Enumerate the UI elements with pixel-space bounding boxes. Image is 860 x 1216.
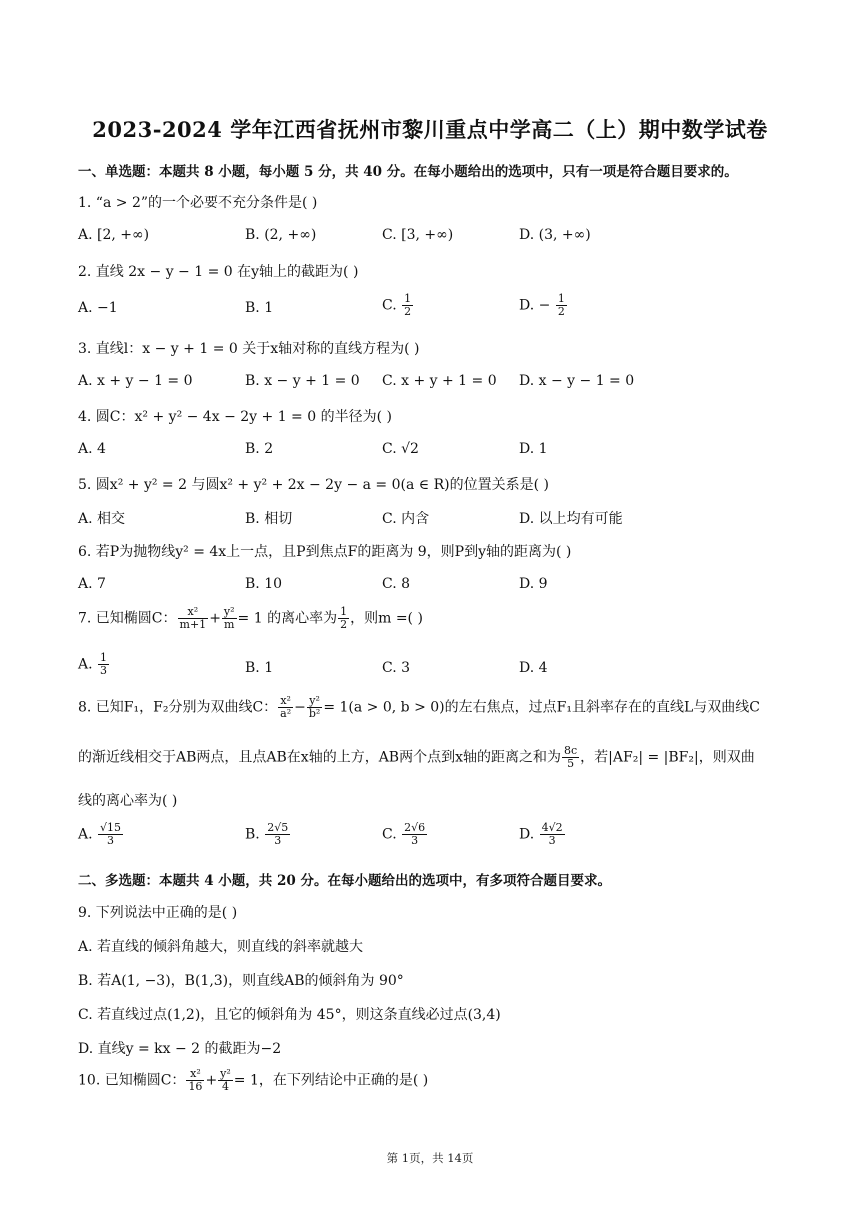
fraction-numerator: x² <box>186 1068 204 1081</box>
q8-option-d-fraction <box>540 822 565 847</box>
q7-stem-mid: = 1 的离心率为 <box>237 610 338 627</box>
q9-option-d: D. 直线y = kx − 2 的截距为−2 <box>78 1041 282 1057</box>
q7-option-a <box>78 652 110 677</box>
q7-option-d: D. 4 <box>519 660 548 676</box>
q8-fraction-x <box>278 695 293 720</box>
q8-option-a-label: A. <box>78 826 93 843</box>
q8-line2-tail: ，若|AF₂| = |BF₂|，则双曲 <box>580 749 755 766</box>
q2-option-c-label: C. <box>382 297 397 314</box>
q7-plus: + <box>209 610 221 627</box>
question-2-stem: 2. 直线 2x − y − 1 = 0 在y轴上的截距为( ) <box>78 264 359 280</box>
q3-option-c: C. x + y + 1 = 0 <box>382 373 497 389</box>
q10-fraction-y <box>218 1068 233 1093</box>
fraction-numerator: x² <box>278 695 293 708</box>
fraction-numerator: √15 <box>100 821 122 834</box>
q3-option-b: B. x − y + 1 = 0 <box>245 373 360 389</box>
q8-fraction-y <box>307 695 322 720</box>
fraction-numerator: y² <box>223 605 235 618</box>
fraction-denominator: 3 <box>100 664 108 677</box>
q8-line2-prefix: 的渐近线相交于AB两点，且点AB在x轴的上方，AB两个点到x轴的距离之和为 <box>78 749 561 766</box>
fraction-numerator: 1 <box>557 292 565 305</box>
q8-option-c-fraction <box>402 822 427 847</box>
q9-option-b: B. 若A(1, −3)，B(1,3)，则直线AB的倾斜角为 90° <box>78 973 404 989</box>
q8-line1-tail: = 1(a > 0, b > 0)的左右焦点，过点F₁且斜率存在的直线L与双曲线C <box>323 699 760 716</box>
q8-option-d <box>519 822 566 847</box>
question-3-stem: 3. 直线l：x − y + 1 = 0 关于x轴对称的直线方程为( ) <box>78 341 420 357</box>
q6-option-d: D. 9 <box>519 576 548 592</box>
q4-option-b: B. 2 <box>245 441 274 457</box>
q2-option-d-label: D. − <box>519 297 551 314</box>
q7-option-a-fraction <box>98 652 109 677</box>
question-9-stem: 9. 下列说法中正确的是( ) <box>78 905 238 921</box>
question-8-line-3: 线的离心率为( ) <box>78 793 178 809</box>
fraction-denominator: 4 <box>221 1080 229 1093</box>
question-8-line-1 <box>78 695 760 720</box>
fraction-denominator: 2 <box>340 618 348 631</box>
q8-fraction-distance <box>562 745 579 770</box>
fraction-numerator: 1 <box>340 605 348 618</box>
q7-option-c: C. 3 <box>382 660 411 676</box>
q2-option-d <box>519 293 568 318</box>
q3-option-d: D. x − y − 1 = 0 <box>519 373 635 389</box>
q6-option-c: C. 8 <box>382 576 411 592</box>
fraction-denominator: 16 <box>188 1080 203 1093</box>
fraction-numerator: 2√6 <box>404 821 426 834</box>
question-8-line-2 <box>78 745 755 770</box>
question-5-stem: 5. 圆x² + y² = 2 与圆x² + y² + 2x − 2y − a = 0(a ∈ R)的位置关系是( ) <box>78 477 549 493</box>
fraction-denominator: m <box>224 618 235 631</box>
q5-option-c: C. 内含 <box>382 511 430 527</box>
section-single-choice: 一、单选题：本题共 8 小题，每小题 5 分，共 40 分。在每小题给出的选项中，只有一项是符合题目要求的。 <box>78 164 738 180</box>
q7-stem-prefix: 7. 已知椭圆C： <box>78 610 177 627</box>
fraction-numerator: 8c <box>564 744 578 757</box>
q2-option-c-fraction <box>402 293 413 318</box>
fraction-denominator: 2 <box>557 305 565 318</box>
q8-line1-prefix: 8. 已知F₁，F₂分别为双曲线C： <box>78 699 278 716</box>
q6-option-b: B. 10 <box>245 576 283 592</box>
q2-option-c <box>382 293 414 318</box>
fraction-numerator: 2√5 <box>267 821 289 834</box>
q7-option-a-label: A. <box>78 656 93 673</box>
q3-option-a: A. x + y − 1 = 0 <box>78 373 193 389</box>
fraction-denominator: 3 <box>107 834 115 847</box>
q10-stem-prefix: 10. 已知椭圆C： <box>78 1072 186 1089</box>
page-footer: 第 1页，共 14页 <box>386 1151 474 1165</box>
q4-option-a: A. 4 <box>78 441 106 457</box>
q7-option-b: B. 1 <box>245 660 274 676</box>
q8-option-c <box>382 822 428 847</box>
q2-option-a: A. −1 <box>78 300 118 316</box>
fraction-numerator: 1 <box>100 651 108 664</box>
question-7-stem <box>78 606 423 631</box>
fraction-numerator: x² <box>178 606 209 619</box>
q8-minus: − <box>294 699 306 716</box>
q1-option-a: A. [2, +∞) <box>78 227 150 243</box>
fraction-numerator: y² <box>307 695 322 708</box>
fraction-denominator: b² <box>308 707 321 720</box>
q1-option-d: D. (3, +∞) <box>519 227 591 243</box>
q1-option-c: C. [3, +∞) <box>382 227 454 243</box>
q2-option-d-fraction <box>556 293 567 318</box>
q10-fraction-x <box>186 1068 204 1093</box>
q1-option-b: B. (2, +∞) <box>245 227 317 243</box>
q7-fraction-x <box>178 606 209 631</box>
question-6-stem: 6. 若P为抛物线y² = 4x上一点，且P到焦点F的距离为 9，则P到y轴的距离为( ) <box>78 544 572 560</box>
fraction-denominator: a² <box>280 707 292 720</box>
fraction-denominator: 2 <box>404 305 412 318</box>
q6-option-a: A. 7 <box>78 576 106 592</box>
page-title: 2023-2024 学年江西省抚州市黎川重点中学高二（上）期中数学试卷 <box>92 117 768 142</box>
q10-stem-tail: = 1，在下列结论中正确的是( ) <box>233 1072 429 1089</box>
q8-option-a-fraction <box>98 822 123 847</box>
q8-option-b-label: B. <box>245 826 260 843</box>
q2-option-b: B. 1 <box>245 300 274 316</box>
fraction-numerator: 4√2 <box>541 821 563 834</box>
q7-fraction-y <box>222 606 237 631</box>
q10-plus: + <box>205 1072 218 1089</box>
fraction-denominator: 3 <box>411 834 419 847</box>
q5-option-d: D. 以上均有可能 <box>519 511 623 527</box>
q8-option-b-fraction <box>265 822 290 847</box>
q7-fraction-e <box>338 606 349 631</box>
q4-option-d: D. 1 <box>519 441 548 457</box>
q8-option-b <box>245 822 291 847</box>
question-10-stem <box>78 1068 428 1093</box>
fraction-denominator: m+1 <box>179 618 207 631</box>
fraction-denominator: 3 <box>274 834 282 847</box>
q8-option-c-label: C. <box>382 826 397 843</box>
q7-stem-tail: ，则m =( ) <box>350 610 423 627</box>
fraction-numerator: 1 <box>404 292 412 305</box>
q4-option-c: C. √2 <box>382 441 419 457</box>
section-multiple-choice: 二、多选题：本题共 4 小题，共 20 分。在每小题给出的选项中，有多项符合题目要求。 <box>78 873 611 889</box>
question-1-stem: 1. “a > 2”的一个必要不充分条件是( ) <box>78 195 318 211</box>
q9-option-a: A. 若直线的倾斜角越大，则直线的斜率就越大 <box>78 939 364 955</box>
q5-option-a: A. 相交 <box>78 511 126 527</box>
q8-option-d-label: D. <box>519 826 535 843</box>
fraction-denominator: 5 <box>567 757 575 770</box>
fraction-denominator: 3 <box>548 834 556 847</box>
q5-option-b: B. 相切 <box>245 511 293 527</box>
question-4-stem: 4. 圆C：x² + y² − 4x − 2y + 1 = 0 的半径为( ) <box>78 409 392 425</box>
q8-option-a <box>78 822 124 847</box>
q9-option-c: C. 若直线过点(1,2)，且它的倾斜角为 45°，则这条直线必过点(3,4) <box>78 1007 501 1023</box>
fraction-numerator: y² <box>220 1067 231 1080</box>
